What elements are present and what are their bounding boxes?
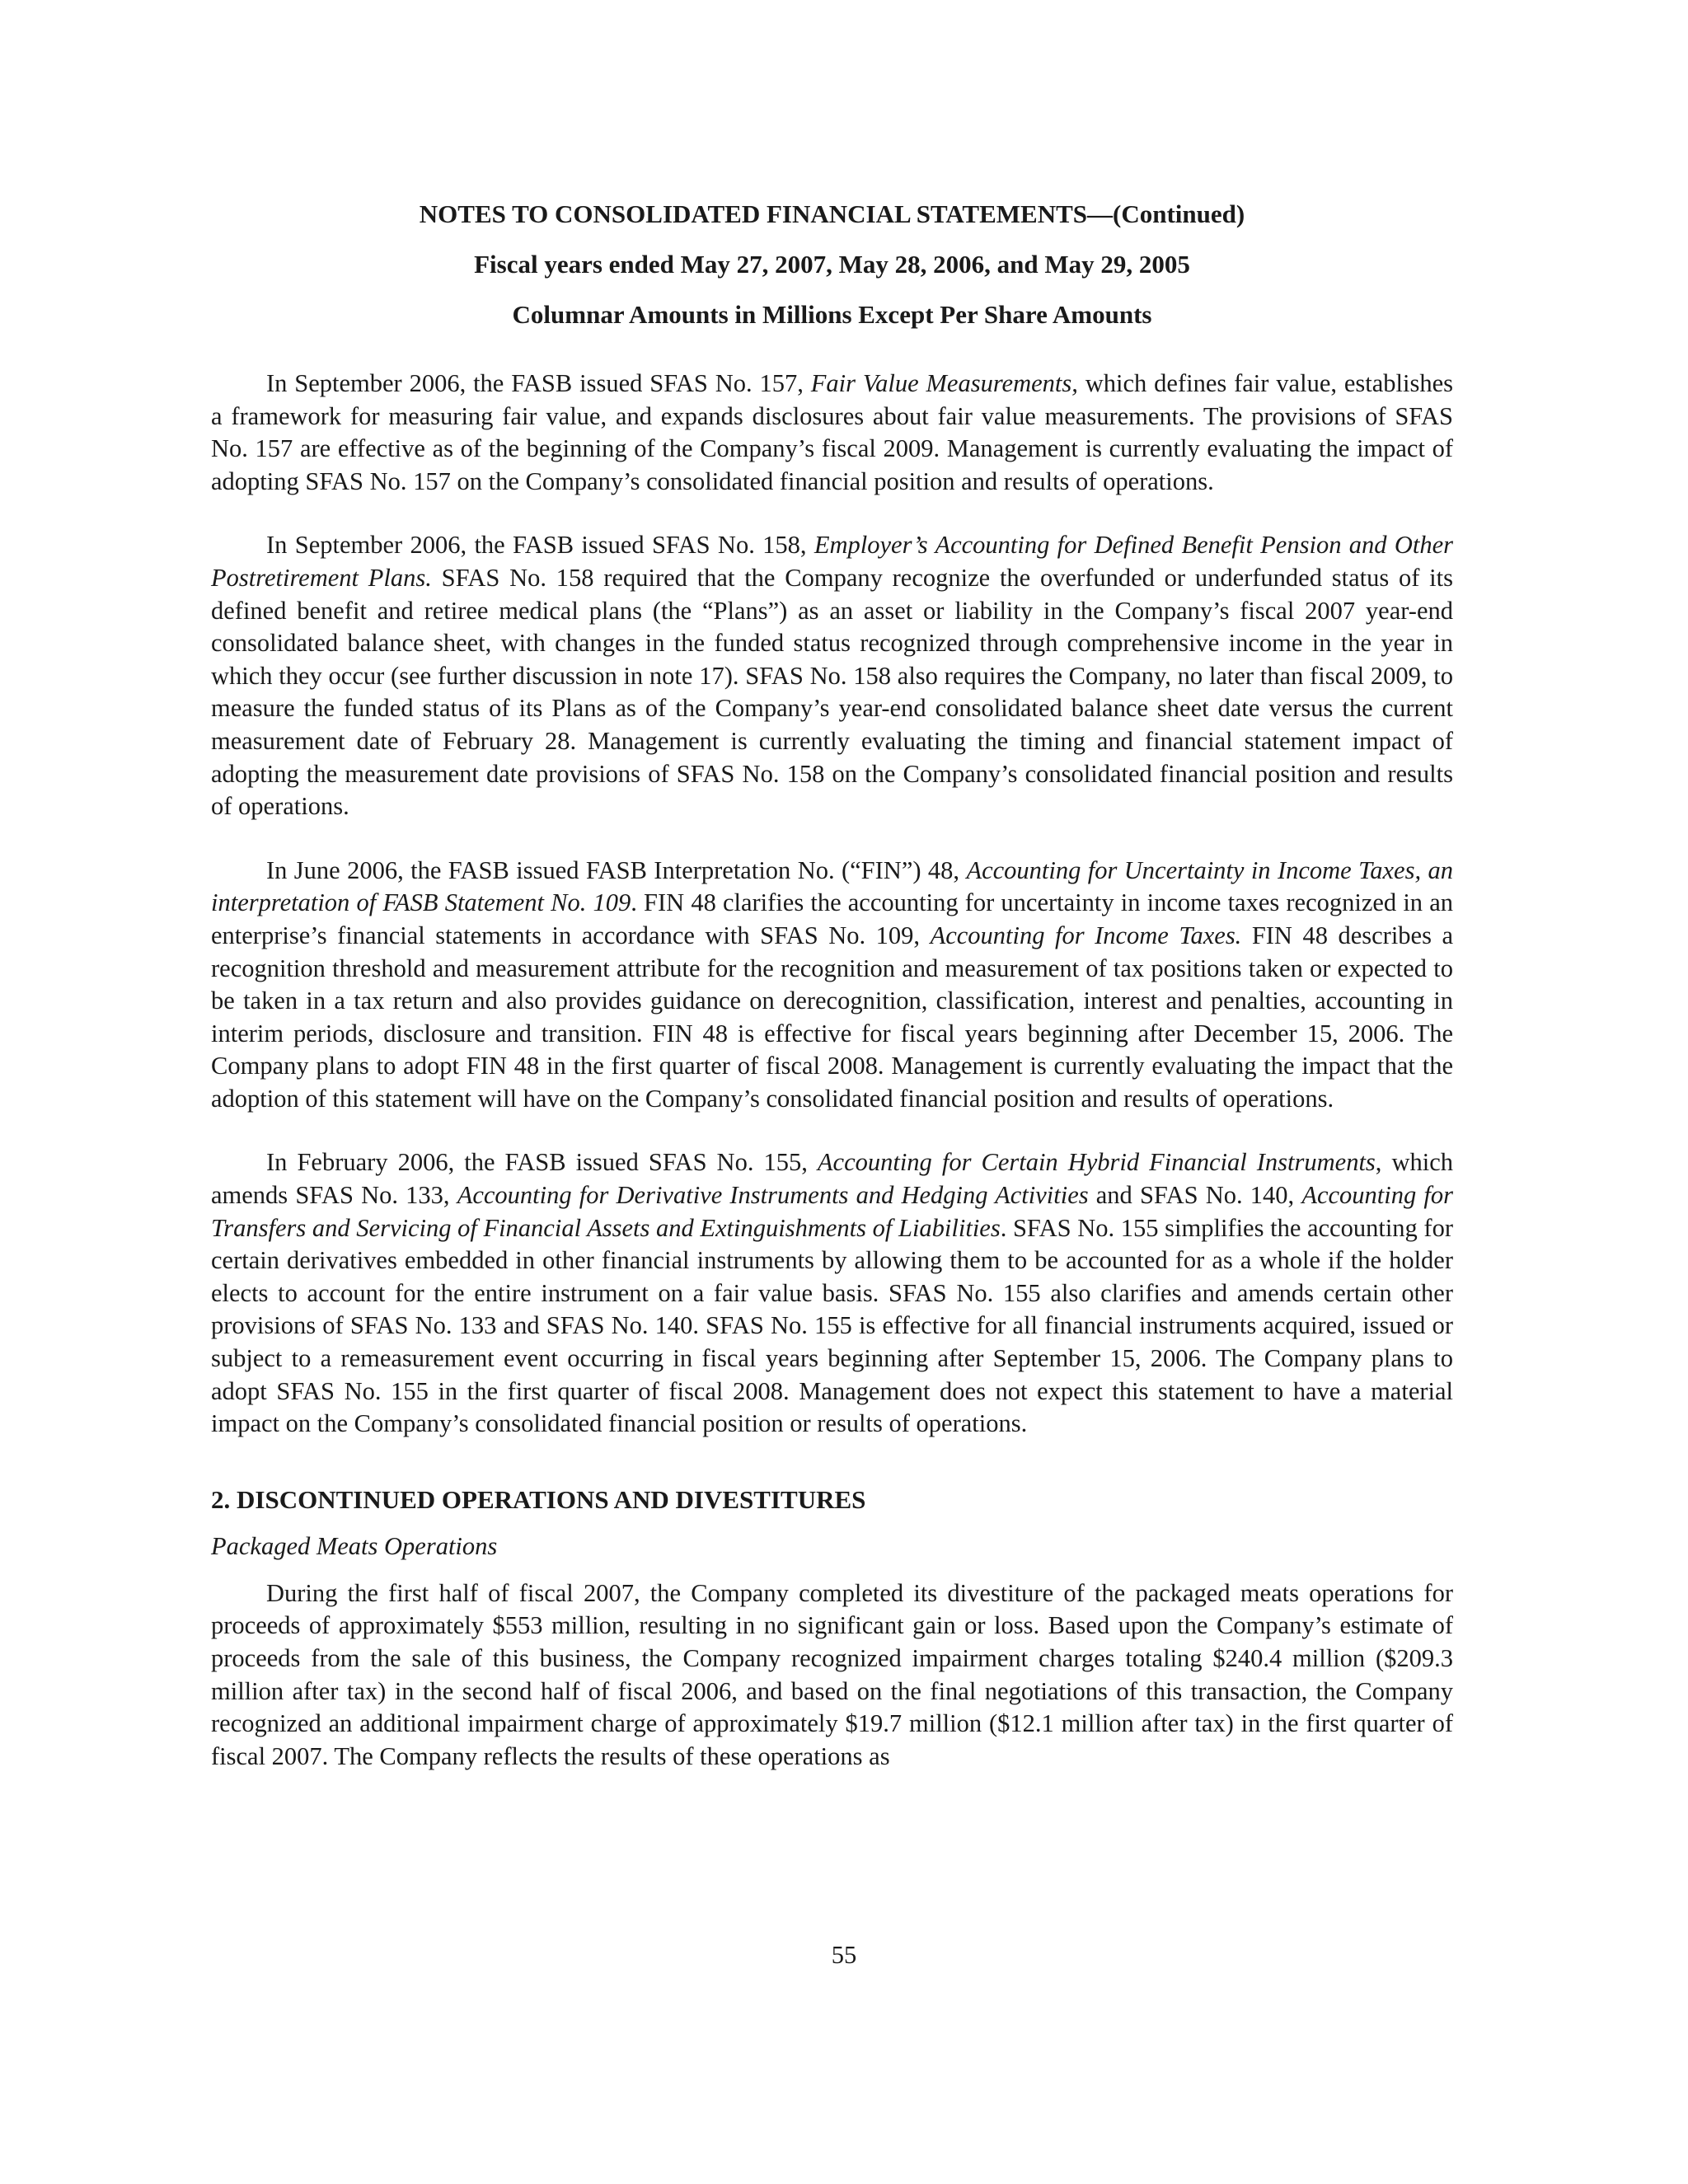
- fiscal-period-subtitle: Fiscal years ended May 27, 2007, May 28, 2006, and May 29, 2005: [474, 250, 1190, 279]
- text-run: . SFAS No. 155 simplifies the accounting for certain derivatives embedded in other financial instruments by allowing them to be accounted for as a whole if the holder elects to account for the entire instrument on a fair value basis. SFAS No. 155 also clarifies and amends certain other provisions of SFAS No. 133 and SFAS No. 140. SFAS No. 155 is effective for all financial instruments acquired, issued or subject to a remeasurement event occurring in fiscal years beginning after September 15, 2006. The Company plans to adopt SFAS No. 155 in the first quarter of fiscal 2008. Management does not expect this statement to have a material impact on the Company’s consolidated financial position or results of operations.: [211, 1213, 1453, 1438]
- paragraph-sfas-157: [211, 368, 1453, 498]
- italic-title: Fair Value Measurements,: [810, 369, 1078, 397]
- text-run: SFAS No. 158 required that the Company recognize the overfunded or underfunded status of its defined benefit and retiree medical plans (the “Plans”) as an asset or liability in the Company’s fiscal 2007 year-end consolidated balance sheet, with changes in the funded status recognized through comprehensive income in the year in which they occur (see further discussion in note 17). SFAS No. 158 also requires the Company, no later than fiscal 2009, to measure the funded status of its Plans as of the Company’s year-end consolidated balance sheet date versus the current measurement date of February 28. Management is currently evaluating the timing and financial statement impact of adopting the measurement date provisions of SFAS No. 158 on the Company’s consolidated financial position and results of operations.: [211, 563, 1454, 821]
- text-run: In September 2006, the FASB issued SFAS No. 157,: [266, 369, 811, 397]
- units-subtitle: Columnar Amounts in Millions Except Per Share Amounts: [512, 300, 1152, 329]
- text-run: In September 2006, the FASB issued SFAS No. 158,: [266, 531, 814, 560]
- text-run: . FIN 48 clarifies the accounting for uncertainty in income taxes recognized in an enterprise’s financial statements in accordance with SFAS No. 109,: [211, 888, 1453, 949]
- paragraph-sfas-155: [211, 1146, 1453, 1440]
- italic-title: Accounting for Income Taxes.: [930, 921, 1242, 949]
- text-run: In June 2006, the FASB issued FASB Interpretation No. (“FIN”) 48,: [266, 855, 967, 884]
- italic-title: Accounting for Certain Hybrid Financial Instruments: [817, 1148, 1376, 1177]
- text-run: , which amends SFAS No. 133,: [211, 1148, 1453, 1210]
- page-title: NOTES TO CONSOLIDATED FINANCIAL STATEMENTS—(Continued): [419, 199, 1245, 228]
- italic-title: Employer’s Accounting for Defined Benefit Pension and Other Postretirement Plans.: [211, 531, 1453, 592]
- paragraph-fin-48: [211, 855, 1453, 1116]
- text-run: FIN 48 describes a recognition threshold and measurement attribute for the recognition and measurement of tax positions taken or expected to be taken in a tax return and also provides guidance on derecognition, classification, interest and penalties, accounting in interim periods, disclosure and transition. FIN 48 is effective for fiscal years beginning after December 15, 2006. The Company plans to adopt FIN 48 in the first quarter of fiscal 2008. Management is currently evaluating the impact that the adoption of this statement will have on the Company’s consolidated financial position and results of operations.: [211, 921, 1453, 1113]
- italic-title: Accounting for Transfers and Servicing of Financial Assets and Extinguishments of Liabilities: [211, 1181, 1453, 1242]
- text-run: In February 2006, the FASB issued SFAS No. 155,: [266, 1148, 818, 1177]
- paragraph-sfas-158: [211, 529, 1453, 823]
- page-number: 55: [831, 1941, 857, 1969]
- paragraph-packaged-meats: During the first half of fiscal 2007, the Company completed its divestiture of the packaged meats operations for proceeds of approximately $553 million, resulting in no significant gain or loss. Based upon the Company’s estimate of proceeds from the sale of this business, the Company recognized impairment charges totaling $240.4 million ($209.3 million after tax) in the second half of fiscal 2006, and based on the final negotiations of this transaction, the Company recognized an additional impairment charge of approximately $19.7 million ($12.1 million after tax) in the first quarter of fiscal 2007. The Company reflects the results of these operations as: [211, 1578, 1453, 1770]
- text-run: which defines fair value, establishes a framework for measuring fair value, and expands disclosures about fair value measurements. The provisions of SFAS No. 157 are effective as of the beginning of the Company’s fiscal 2009. Management is currently evaluating the impact of adopting SFAS No. 157 on the Company’s consolidated financial position and results of operations.: [211, 369, 1453, 495]
- italic-title: Accounting for Derivative Instruments and Hedging Activities: [457, 1181, 1089, 1210]
- section-heading: 2. DISCONTINUED OPERATIONS AND DIVESTITURES: [211, 1484, 866, 1514]
- text-run: and SFAS No. 140,: [1088, 1181, 1302, 1210]
- section-subheading: Packaged Meats Operations: [211, 1531, 498, 1560]
- document-page: [211, 198, 1453, 1773]
- italic-title: Accounting for Uncertainty in Income Taxes, an interpretation of FASB Statement No. 109: [211, 855, 1453, 917]
